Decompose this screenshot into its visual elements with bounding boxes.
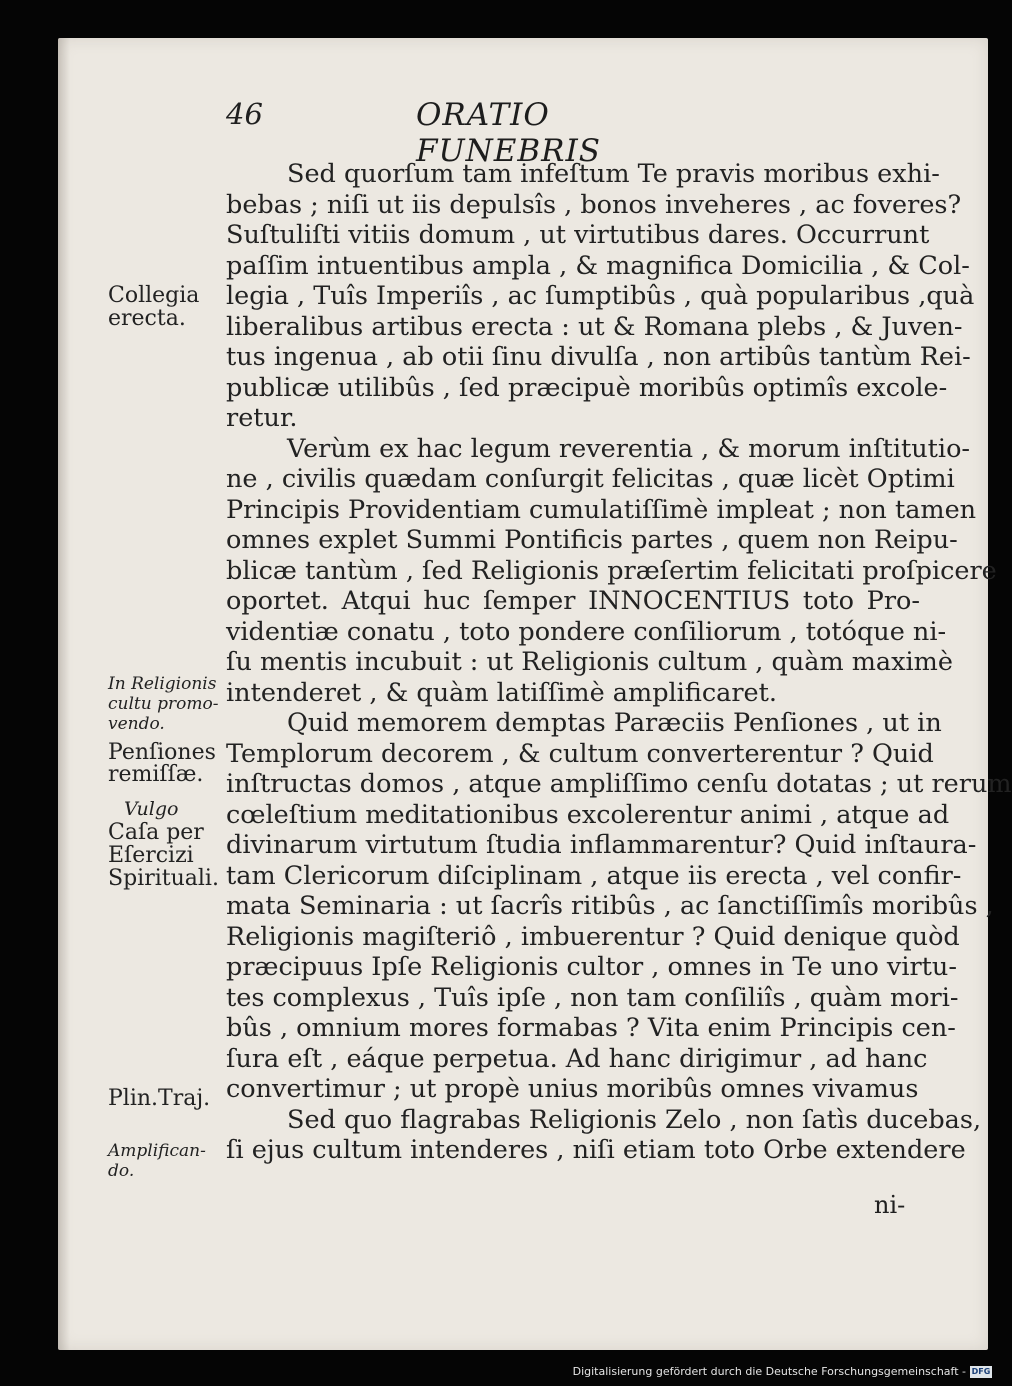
margin-note-collegia bbox=[108, 284, 199, 330]
text-line: intenderet , & quàm latiſſimè amplificaret. bbox=[226, 677, 777, 708]
text-line: Sed quo flagrabas Religionis Zelo , non ſatìs ducebas, bbox=[287, 1104, 982, 1135]
text-line: Templorum decorem , & cultum converterentur ? Quid bbox=[226, 738, 934, 769]
text-line: Suſtuliſti vitiis domum , ut virtutibus dares. Occurrunt bbox=[226, 220, 930, 250]
margin-note-vulgo bbox=[108, 798, 219, 890]
running-title: ORATIO FUNEBRIS bbox=[416, 97, 601, 169]
text-line: publicæ utilibûs , ſed præcipuè moribûs optimîs excole- bbox=[226, 372, 948, 403]
margin-note-amplificando bbox=[108, 1141, 206, 1181]
text-line: Religionis magiſteriô , imbuerentur ? Quid denique quòd bbox=[226, 921, 960, 952]
text-line: tus ingenua , ab otii ſinu divulſa , non artibûs tantùm Rei- bbox=[226, 342, 971, 372]
text-line: blicæ tantùm , ſed Religionis præſertim felicitati proſpicere bbox=[226, 555, 997, 586]
text-line: inſtructas domos , atque ampliſſimo cenſu dotatas ; ut rerum bbox=[226, 769, 1012, 799]
text-line: omnes explet Summi Pontificis partes , quem non Reipu- bbox=[226, 525, 958, 555]
text-line: cœleſtium meditationibus excolerentur animi , atque ad bbox=[226, 799, 950, 830]
text-line: Principis Providentiam cumulatiſſimè impleat ; non tamen bbox=[226, 494, 977, 525]
text-line: ſu mentis incubuit : ut Religionis cultum , quàm maximè bbox=[226, 647, 953, 677]
text-line: Quid memorem demptas Paræciis Penſiones , ut in bbox=[287, 708, 942, 738]
margin-note-line: In Religionis bbox=[108, 674, 217, 694]
margin-note-line: do. bbox=[108, 1161, 135, 1181]
main-text-column bbox=[226, 159, 1012, 1166]
margin-note-line: Collegia bbox=[108, 283, 200, 308]
text-line: bûs , omnium mores formabas ? Vita enim Principis cen- bbox=[226, 1013, 956, 1043]
margin-note-line: Plin.Traj. bbox=[108, 1086, 211, 1111]
margin-note-plin bbox=[108, 1087, 210, 1110]
text-line: ſi ejus cultum intenderes , niſi etiam toto Orbe extendere bbox=[226, 1135, 966, 1165]
text-line: tam Clericorum diſciplinam , atque iis erecta , vel confir- bbox=[226, 860, 962, 891]
margin-note-line: cultu promo- bbox=[108, 694, 219, 714]
text-line: retur. bbox=[226, 403, 298, 433]
text-line: oportet. Atqui huc ſemper INNOCENTIUS toto Pro- bbox=[226, 586, 920, 616]
text-line: bebas ; niſi ut iis depulsîs , bonos inveheres , ac foveres? bbox=[226, 189, 962, 220]
margin-note-religionis bbox=[108, 674, 218, 734]
text-line: convertimur ; ut propè unius moribûs omnes vivamus bbox=[226, 1074, 919, 1104]
margin-note-line: remiſſæ. bbox=[108, 762, 204, 787]
text-line: liberalibus artibus erecta : ut & Romana plebs , & Juven- bbox=[226, 311, 963, 342]
margin-note-line: Vulgo bbox=[124, 798, 179, 820]
margin-note-line: Eſercizi bbox=[108, 843, 194, 868]
text-line: ne , civilis quædam conſurgit felicitas , quæ licèt Optimi bbox=[226, 464, 955, 494]
text-line: præcipuus Ipſe Religionis cultor , omnes in Te uno virtu- bbox=[226, 952, 957, 982]
text-line: legia , Tuîs Imperiîs , ac ſumptibûs , quà popularibus ,quà bbox=[226, 281, 975, 311]
dfg-logo: DFG bbox=[971, 1367, 991, 1376]
text-line: mata Seminaria : ut ſacrîs ritibûs , ac ſanctiſſimîs moribûs , bbox=[226, 891, 994, 921]
margin-note-line: vendo. bbox=[108, 714, 165, 734]
page-header bbox=[226, 97, 716, 169]
margin-note-pensiones bbox=[108, 742, 216, 786]
text-line: paſſim intuentibus ampla , & magnifica Domicilia , & Col- bbox=[226, 250, 970, 281]
text-line: ſura eſt , eáque perpetua. Ad hanc dirigimur , ad hanc bbox=[226, 1043, 928, 1074]
text-line: videntiæ conatu , toto pondere conſiliorum , totóque ni- bbox=[226, 616, 947, 647]
margin-note-line: Amplifican- bbox=[108, 1141, 206, 1161]
text-line: Verùm ex hac legum reverentia , & morum inſtitutio- bbox=[287, 433, 971, 464]
margin-note-line: Caſa per bbox=[108, 820, 204, 845]
page-number: 46 bbox=[226, 97, 263, 131]
digitization-credit: Digitalisierung gefördert durch die Deutsche Forschungsgemeinschaft - bbox=[572, 1365, 966, 1378]
margin-note-line: Spirituali. bbox=[108, 866, 219, 891]
text-line: Sed quorſum tam infeſtum Te pravis moribus exhi- bbox=[287, 159, 940, 189]
text-line: tes complexus , Tuîs ipſe , non tam conſiliîs , quàm mori- bbox=[226, 982, 959, 1013]
text-line: divinarum virtutum ſtudia inflammarentur? Quid inſtaura- bbox=[226, 830, 977, 860]
margin-note-line: erecta. bbox=[108, 306, 186, 331]
catchword: ni- bbox=[874, 1191, 906, 1219]
margin-note-line: Penſiones bbox=[108, 740, 216, 765]
